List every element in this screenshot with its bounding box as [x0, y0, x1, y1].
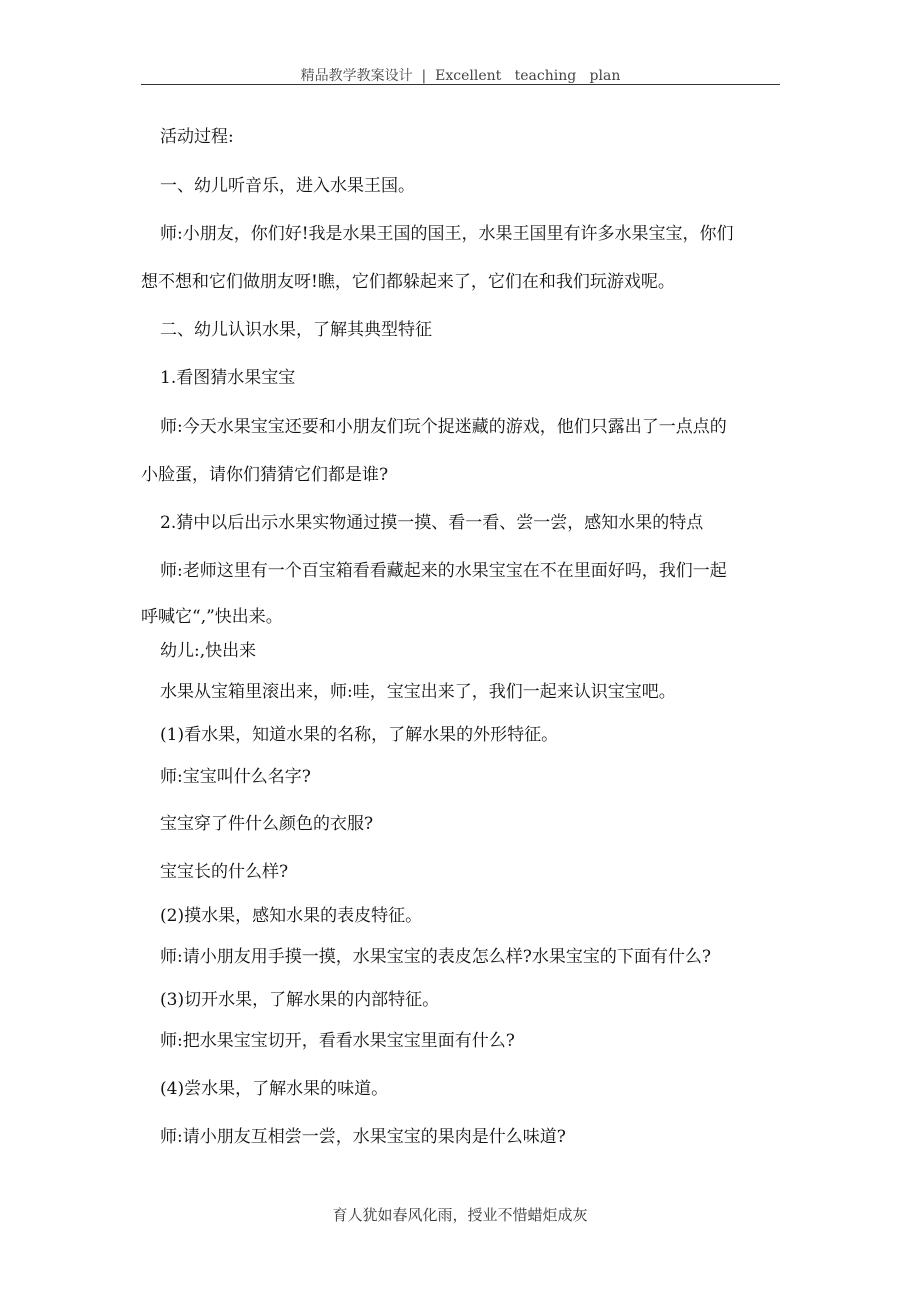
paragraph-line: 想不想和它们做朋友呀!瞧，它们都躲起来了，它们在和我们玩游戏呢。	[141, 272, 675, 292]
paragraph-line: 水果从宝箱里滚出来，师:哇，宝宝出来了，我们一起来认识宝宝吧。	[160, 682, 676, 702]
section-heading: 一、幼儿听音乐，进入水果王国。	[160, 176, 415, 196]
section-title: 活动过程:	[160, 127, 234, 147]
paragraph-line: 师:老师这里有一个百宝箱看看藏起来的水果宝宝在不在里面好吗，我们一起	[160, 561, 727, 581]
paragraph-line: 师:宝宝叫什么名字?	[160, 767, 311, 787]
page-footer: 育人犹如春风化雨，授业不惜蜡炬成灰	[332, 1206, 588, 1224]
paragraph-line: 宝宝穿了件什么颜色的衣服?	[160, 814, 374, 834]
page-header: 精品教学教案设计 | Excellent teaching plan	[141, 66, 780, 85]
paragraph-line: 师:把水果宝宝切开，看看水果宝宝里面有什么?	[160, 1031, 515, 1051]
paragraph-line: 师:请小朋友互相尝一尝，水果宝宝的果肉是什么味道?	[160, 1127, 566, 1147]
list-item: (4)尝水果，了解水果的味道。	[160, 1079, 389, 1099]
subsection-heading: 2.猜中以后出示水果实物通过摸一摸、看一看、尝一尝，感知水果的特点	[160, 513, 704, 533]
paragraph-line: 小脸蛋，请你们猜猜它们都是谁?	[141, 465, 389, 485]
paragraph-line: 师:今天水果宝宝还要和小朋友们玩个捉迷藏的游戏，他们只露出了一点点的	[160, 417, 727, 437]
paragraph-line: 幼儿:,快出来	[160, 641, 257, 661]
paragraph-line: 宝宝长的什么样?	[160, 862, 289, 882]
paragraph-line: 师:小朋友，你们好!我是水果王国的国王，水果王国里有许多水果宝宝，你们	[160, 224, 734, 244]
section-heading: 二、幼儿认识水果，了解其典型特征	[160, 320, 432, 340]
list-item: (1)看水果，知道水果的名称，了解水果的外形特征。	[160, 725, 559, 745]
list-item: (3)切开水果，了解水果的内部特征。	[160, 990, 440, 1010]
paragraph-line: 呼喊它“,”快出来。	[141, 607, 283, 627]
paragraph-line: 师:请小朋友用手摸一摸，水果宝宝的表皮怎么样?水果宝宝的下面有什么?	[160, 947, 711, 967]
list-item: (2)摸水果，感知水果的表皮特征。	[160, 906, 423, 926]
subsection-heading: 1.看图猜水果宝宝	[160, 368, 296, 388]
